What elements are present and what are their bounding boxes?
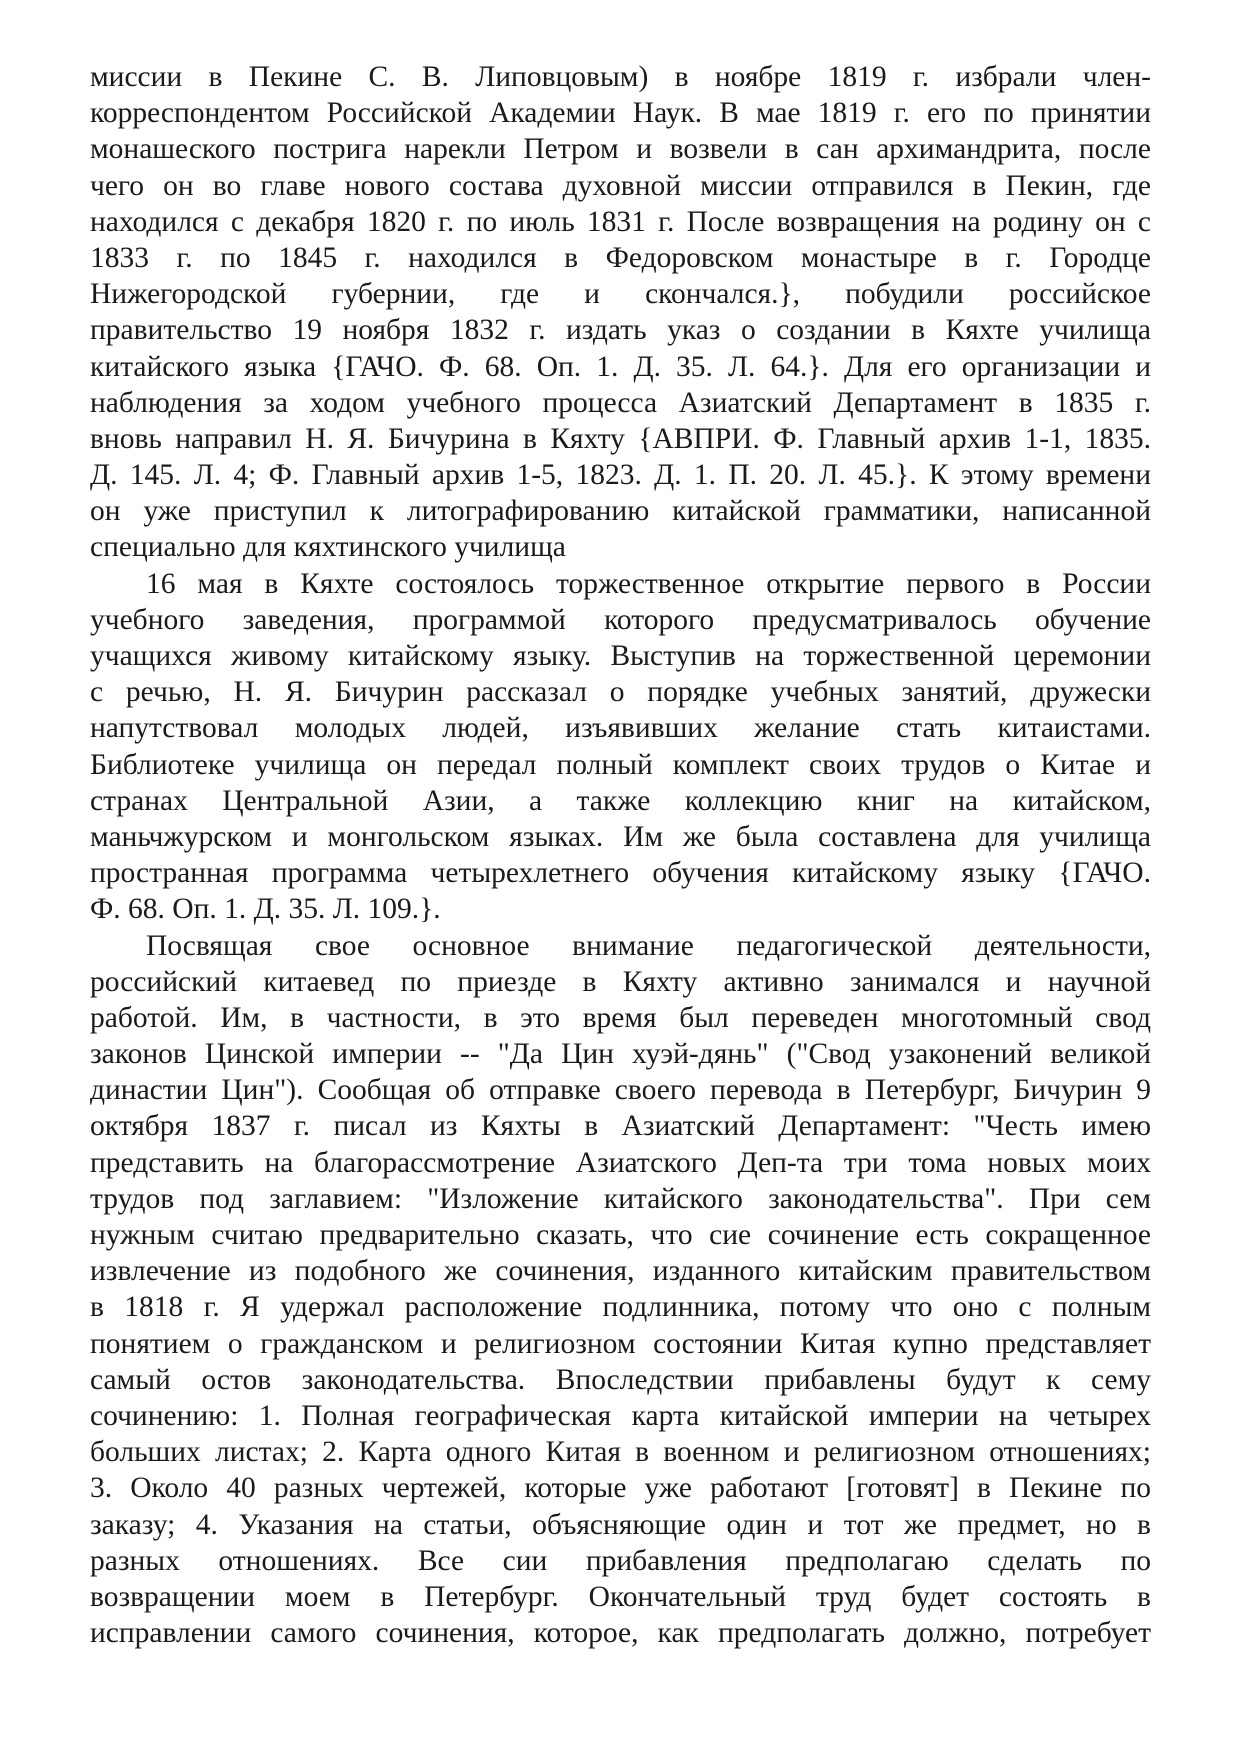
text-line: самый остов законодательства. Впоследствии прибавлены будут к сему [90, 1363, 1151, 1396]
text-line: монашеского пострига нарекли Петром и возвели в сан архимандрита, после [90, 133, 1151, 166]
text-line: Ф. 68. Оп. 1. Д. 35. Л. 109.}. [90, 893, 441, 926]
text-line: странах Центральной Азии, а также коллекцию книг на китайском, [90, 784, 1151, 817]
text-line: Д. 145. Л. 4; Ф. Главный архив 1-5, 1823. Д. 1. П. 20. Л. 45.}. К этому времени [90, 459, 1151, 492]
text-line: 16 мая в Кяхте состоялось торжественное открытие первого в России [146, 567, 1151, 600]
text-line: возвращении моем в Петербург. Окончательный труд будет состоять в [90, 1580, 1151, 1613]
text-line: чего он во главе нового состава духовной миссии отправился в Пекин, где [90, 169, 1151, 202]
text-line: понятием о гражданском и религиозном состоянии Китая купно представляет [90, 1327, 1151, 1360]
text-line: находился с декабря 1820 г. по июль 1831 г. После возвращения на родину он с [90, 205, 1151, 238]
text-line: учащихся живому китайскому языку. Выступив на торжественной церемонии [90, 640, 1151, 672]
text-line: исправлении самого сочинения, которое, как предполагать должно, потребует [90, 1617, 1151, 1650]
text-line: больших листах; 2. Карта одного Китая в военном и религиозном отношениях; [90, 1436, 1151, 1469]
paragraph-2 [90, 566, 1151, 928]
text-line: вновь направил Н. Я. Бичурина в Кяхту {АВПРИ. Ф. Главный архив 1-1, 1835. [90, 422, 1151, 455]
text-line: 1833 г. по 1845 г. находился в Федоровском монастыре в г. Городце [90, 241, 1151, 274]
text-line: пространная программа четырехлетнего обучения китайскому языку {ГАЧО. [90, 857, 1151, 890]
text-line: наблюдения за ходом учебного процесса Азиатский Департамент в 1835 г. [90, 386, 1151, 419]
text-line: законов Цинской империи -- "Да Цин хуэй-дянь" ("Свод узаконений великой [90, 1038, 1151, 1071]
text-line: извлечение из подобного же сочинения, изданного китайским правительством [90, 1255, 1151, 1288]
text-line: заказу; 4. Указания на статьи, объясняющие один и тот же предмет, но в [90, 1508, 1151, 1541]
text-line: нужным считаю предварительно сказать, что сие сочинение есть сокращенное [90, 1219, 1151, 1251]
text-line: Нижегородской губернии, где и скончался.}, побудили российское [90, 278, 1151, 311]
text-line: маньчжурском и монгольском языках. Им же была составлена для училища [90, 820, 1151, 853]
text-line: 3. Около 40 разных чертежей, которые уже работают [готовят] в Пекине по [90, 1472, 1151, 1505]
text-line: Библиотеке училища он передал полный комплект своих трудов о Китае и [90, 748, 1151, 781]
text-line: учебного заведения, программой которого предусматривалось обучение [90, 603, 1151, 636]
text-line: китайского языка {ГАЧО. Ф. 68. Оп. 1. Д. 35. Л. 64.}. Для его организации и [90, 350, 1151, 383]
text-line: разных отношениях. Все сии прибавления предполагаю сделать по [90, 1544, 1151, 1577]
document-page [90, 59, 1151, 1651]
text-line: представить на благорассмотрение Азиатского Деп-та три тома новых моих [90, 1146, 1151, 1179]
paragraph-1 [90, 59, 1151, 566]
text-line: он уже приступил к литографированию китайской грамматики, написанной [90, 495, 1151, 528]
text-line: династии Цин"). Сообщая об отправке своего перевода в Петербург, Бичурин 9 [90, 1074, 1151, 1107]
text-line: с речью, Н. Я. Бичурин рассказал о порядке учебных занятий, дружески [90, 676, 1151, 709]
text-line: трудов под заглавием: "Изложение китайского законодательства". При сем [90, 1182, 1151, 1215]
text-line: корреспондентом Российской Академии Наук. В мае 1819 г. его по принятии [90, 97, 1151, 130]
text-line: в 1818 г. Я удержал расположение подлинника, потому что оно с полным [90, 1291, 1151, 1324]
text-line: работой. Им, в частности, в это время был переведен многотомный свод [90, 1001, 1151, 1034]
text-line: октября 1837 г. писал из Кяхты в Азиатский Департамент: "Честь имею [90, 1110, 1151, 1143]
text-line: специально для кяхтинского училища [90, 531, 566, 564]
text-line: миссии в Пекине С. В. Липовцовым) в ноябре 1819 г. избрали член- [90, 61, 1151, 93]
text-line: российский китаевед по приезде в Кяхту активно занимался и научной [90, 965, 1151, 998]
paragraph-3 [90, 928, 1151, 1652]
text-line: правительство 19 ноября 1832 г. издать указ о создании в Кяхте училища [90, 314, 1151, 347]
text-line: Посвящая свое основное внимание педагогической деятельности, [146, 929, 1151, 962]
text-line: сочинению: 1. Полная географическая карта китайской империи на четырех [90, 1399, 1151, 1432]
text-line: напутствовал молодых людей, изъявивших желание стать китаистами. [90, 712, 1151, 745]
